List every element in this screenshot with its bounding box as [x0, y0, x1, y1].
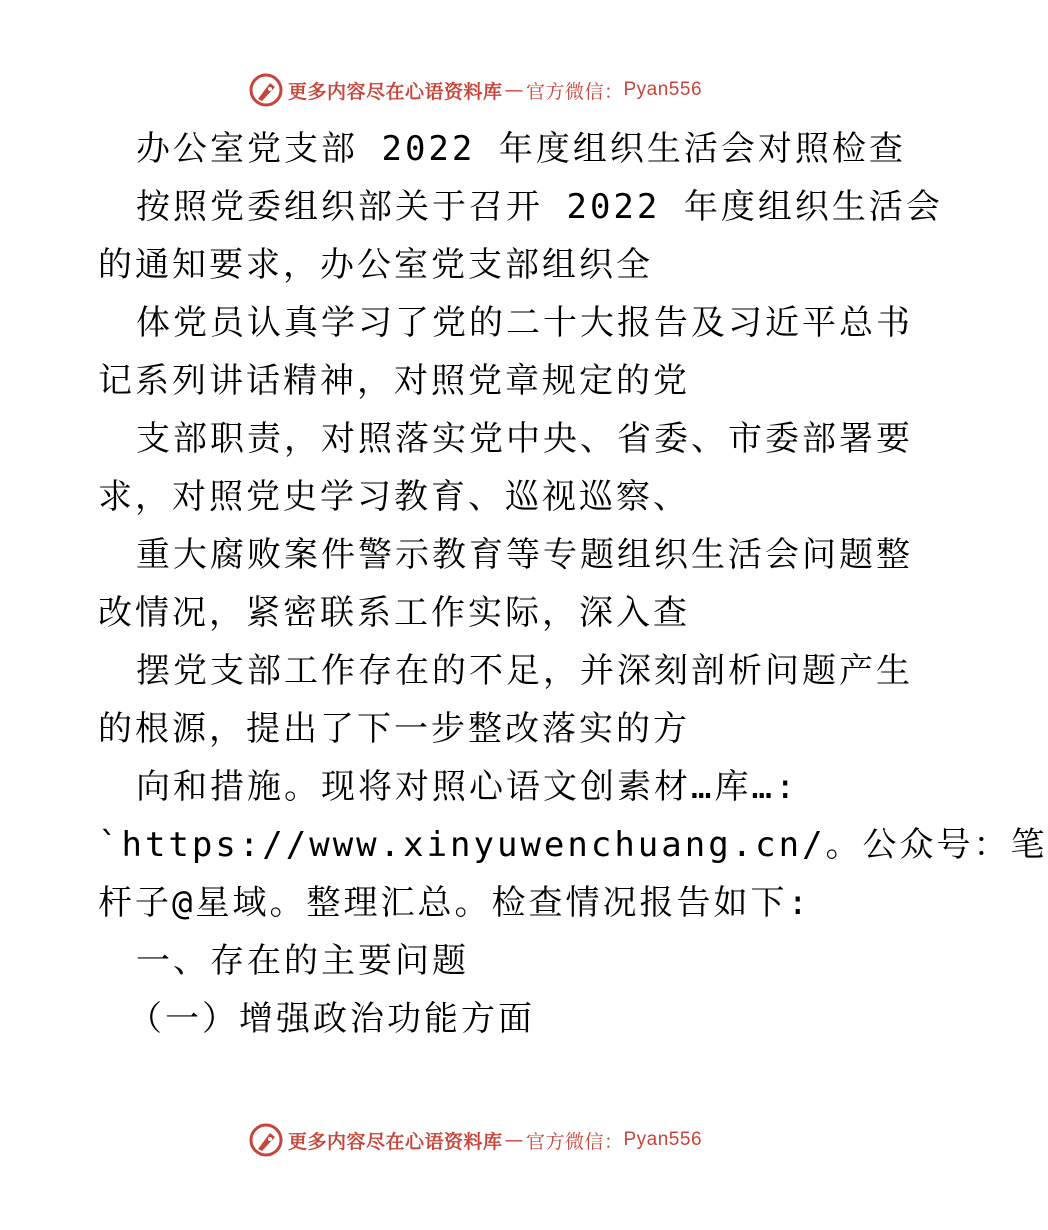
paragraph-line: 体党员认真学习了党的二十大报告及习近平总书 — [136, 303, 913, 343]
paragraph-line: 记系列讲话精神，对照党章规定的党 — [98, 361, 690, 401]
paragraph-line: 求，对照党史学习教育、巡视巡察、 — [98, 477, 690, 517]
paragraph-line: 改情况，紧密联系工作实际，深入查 — [98, 593, 690, 633]
watermark-wechat-label: 官方微信： — [525, 1130, 624, 1153]
paragraph-line: 的通知要求，办公室党支部组织全 — [98, 245, 653, 285]
paragraph-line: `https://www.xinyuwenchuang.cn/。公众号：笔 — [98, 825, 1048, 865]
watermark-wechat-id: Pyan556 — [623, 1129, 703, 1150]
footer-watermark — [0, 1120, 950, 1160]
watermark-separator: — — [504, 1129, 524, 1151]
document-body — [98, 120, 1048, 1048]
paragraph-line: 按照党委组织部关于召开 2022 年度组织生活会 — [136, 187, 943, 227]
watermark-brand: 更多内容尽在心语资料库 — [287, 1130, 503, 1153]
paragraph-line: 重大腐败案件警示教育等专题组织生活会问题整 — [136, 535, 913, 575]
section-heading: 一、存在的主要问题 — [136, 941, 469, 981]
paragraph-line: 摆党支部工作存在的不足，并深刻剖析问题产生 — [136, 651, 913, 691]
paragraph-line: 的根源，提出了下一步整改落实的方 — [98, 709, 690, 749]
pen-nib-circle-icon — [248, 72, 284, 108]
watermark-brand: 更多内容尽在心语资料库 — [287, 80, 503, 103]
paragraph-line: 支部职责，对照落实党中央、省委、市委部署要 — [136, 419, 913, 459]
header-watermark — [0, 70, 950, 110]
watermark-wechat-id: Pyan556 — [623, 79, 703, 100]
watermark-wechat-label: 官方微信： — [525, 80, 624, 103]
paragraph-line: 杆子@星域。整理汇总。检查情况报告如下: — [98, 883, 811, 923]
pen-nib-circle-icon — [248, 1122, 284, 1158]
document-title: 办公室党支部 2022 年度组织生活会对照检查 — [136, 129, 906, 169]
subsection-heading: （一）增强政治功能方面 — [128, 999, 535, 1039]
paragraph-line: 向和措施。现将对照心语文创素材…库…: — [136, 767, 799, 807]
watermark-separator: — — [504, 79, 524, 101]
